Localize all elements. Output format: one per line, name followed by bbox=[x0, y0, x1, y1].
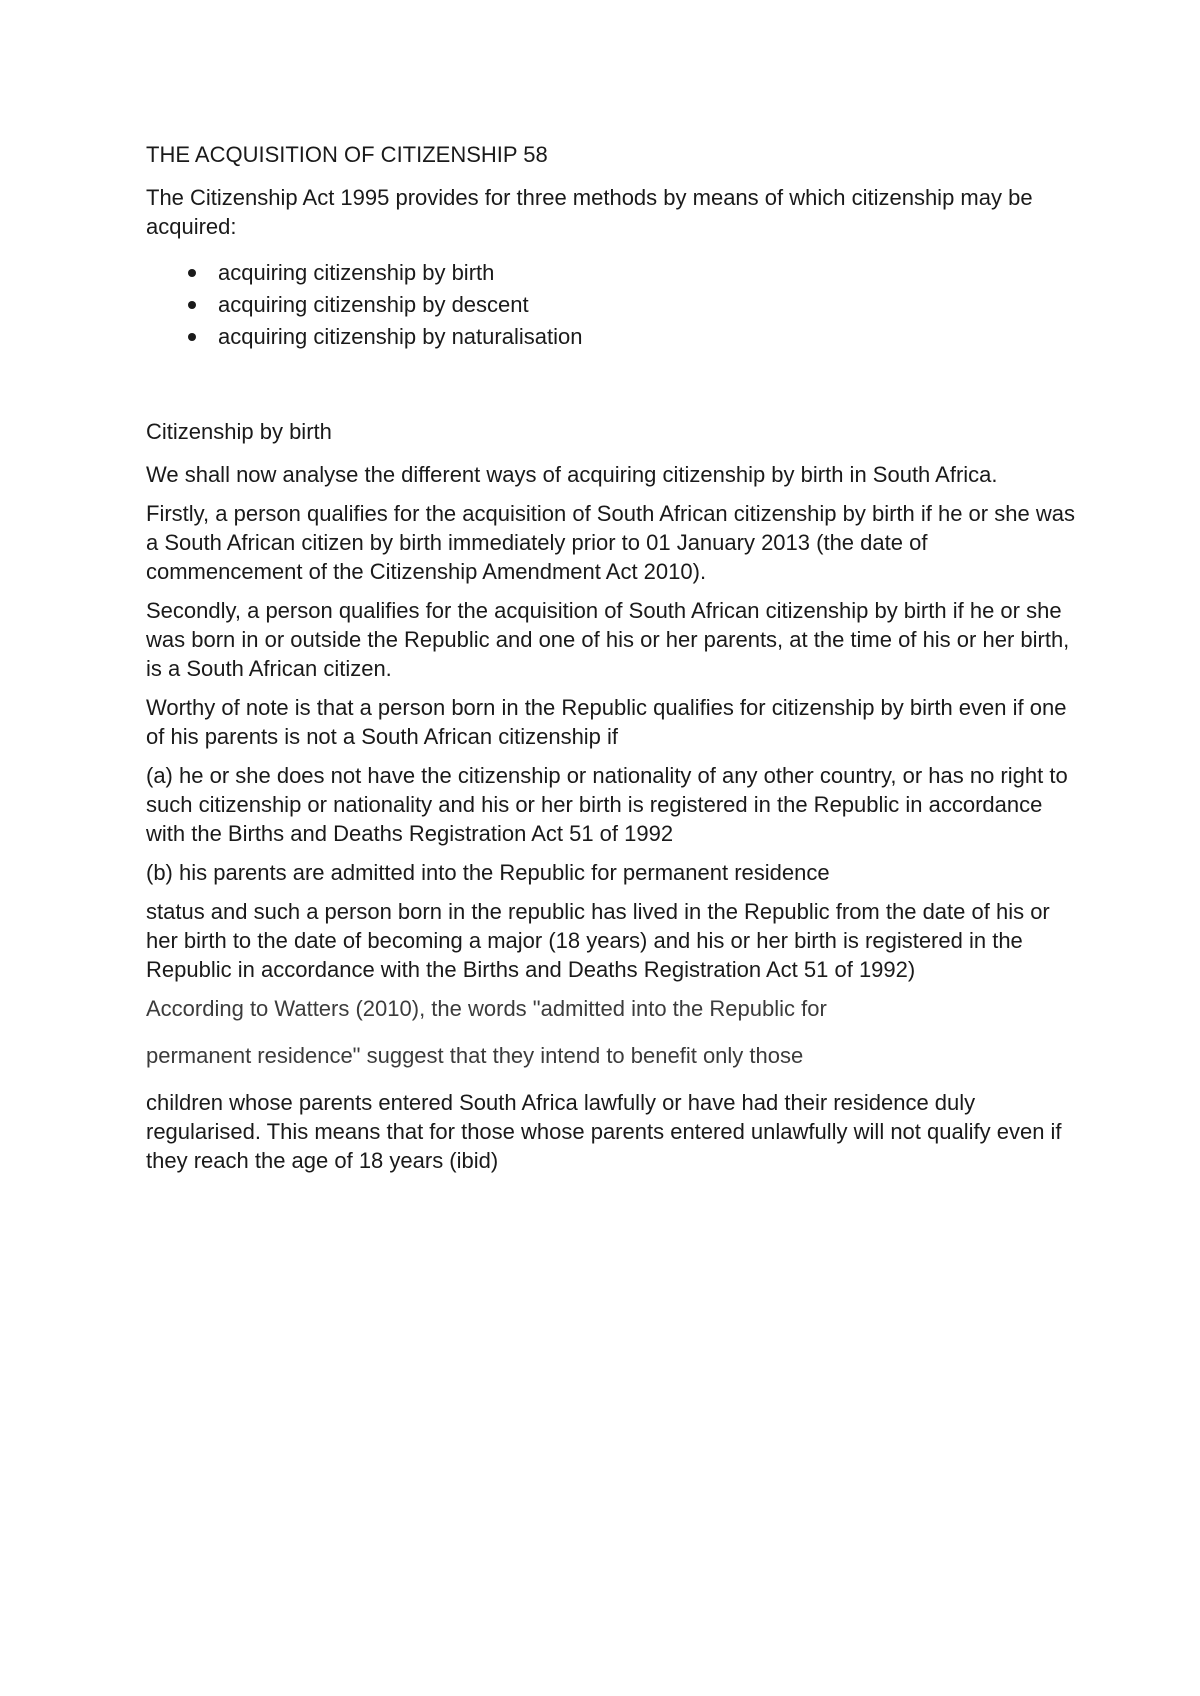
quote-line: permanent residence" suggest that they intend to benefit only those bbox=[146, 1043, 804, 1068]
bullet-icon bbox=[188, 333, 196, 341]
list-item bbox=[146, 257, 1076, 289]
closing-paragraph: children whose parents entered South Africa lawfully or have had their residence duly regularised. This means that for those whose parents entered unlawfully will not qualify even if they reach the age of 18 years (ibid) bbox=[146, 1090, 1062, 1173]
document-title: THE ACQUISITION OF CITIZENSHIP 58 bbox=[146, 142, 548, 167]
quote-line: According to Watters (2010), the words "admitted into the Republic for bbox=[146, 996, 827, 1021]
list-item bbox=[146, 289, 1076, 321]
list-item-text: acquiring citizenship by birth bbox=[218, 260, 495, 285]
bullet-icon bbox=[188, 301, 196, 309]
methods-list bbox=[146, 257, 1076, 353]
body-paragraph: Worthy of note is that a person born in the Republic qualifies for citizenship by birth even if one of his parents is not a South African citizenship if bbox=[146, 695, 1067, 749]
bullet-icon bbox=[188, 269, 196, 277]
body-paragraph: status and such a person born in the republic has lived in the Republic from the date of his or her birth to the date of becoming a major (18 years) and his or her birth is registered in the Republic in accordance with the Births and Deaths Registration Act 51 of 1992) bbox=[146, 899, 1050, 982]
section-spacer bbox=[146, 353, 1076, 417]
body-paragraph: We shall now analyse the different ways of acquiring citizenship by birth in South Africa. bbox=[146, 462, 998, 487]
section-heading: Citizenship by birth bbox=[146, 419, 332, 444]
body-paragraph: (b) his parents are admitted into the Republic for permanent residence bbox=[146, 860, 830, 885]
list-item bbox=[146, 321, 1076, 353]
list-item-text: acquiring citizenship by descent bbox=[218, 292, 529, 317]
list-item-text: acquiring citizenship by naturalisation bbox=[218, 324, 583, 349]
body-paragraph: Secondly, a person qualifies for the acquisition of South African citizenship by birth if he or she was born in or outside the Republic and one of his or her parents, at the time of his or her birth, is a South African citizen. bbox=[146, 598, 1070, 681]
body-paragraph: Firstly, a person qualifies for the acquisition of South African citizenship by birth if he or she was a South African citizen by birth immediately prior to 01 January 2013 (the date of commencement of the Citizenship Amendment Act 2010). bbox=[146, 501, 1075, 584]
document-page bbox=[146, 140, 1076, 1185]
body-paragraph: (a) he or she does not have the citizenship or nationality of any other country, or has no right to such citizenship or nationality and his or her birth is registered in the Republic in accordance with the Births and Deaths Registration Act 51 of 1992 bbox=[146, 763, 1068, 846]
intro-paragraph: The Citizenship Act 1995 provides for three methods by means of which citizenship may be acquired: bbox=[146, 185, 1033, 239]
